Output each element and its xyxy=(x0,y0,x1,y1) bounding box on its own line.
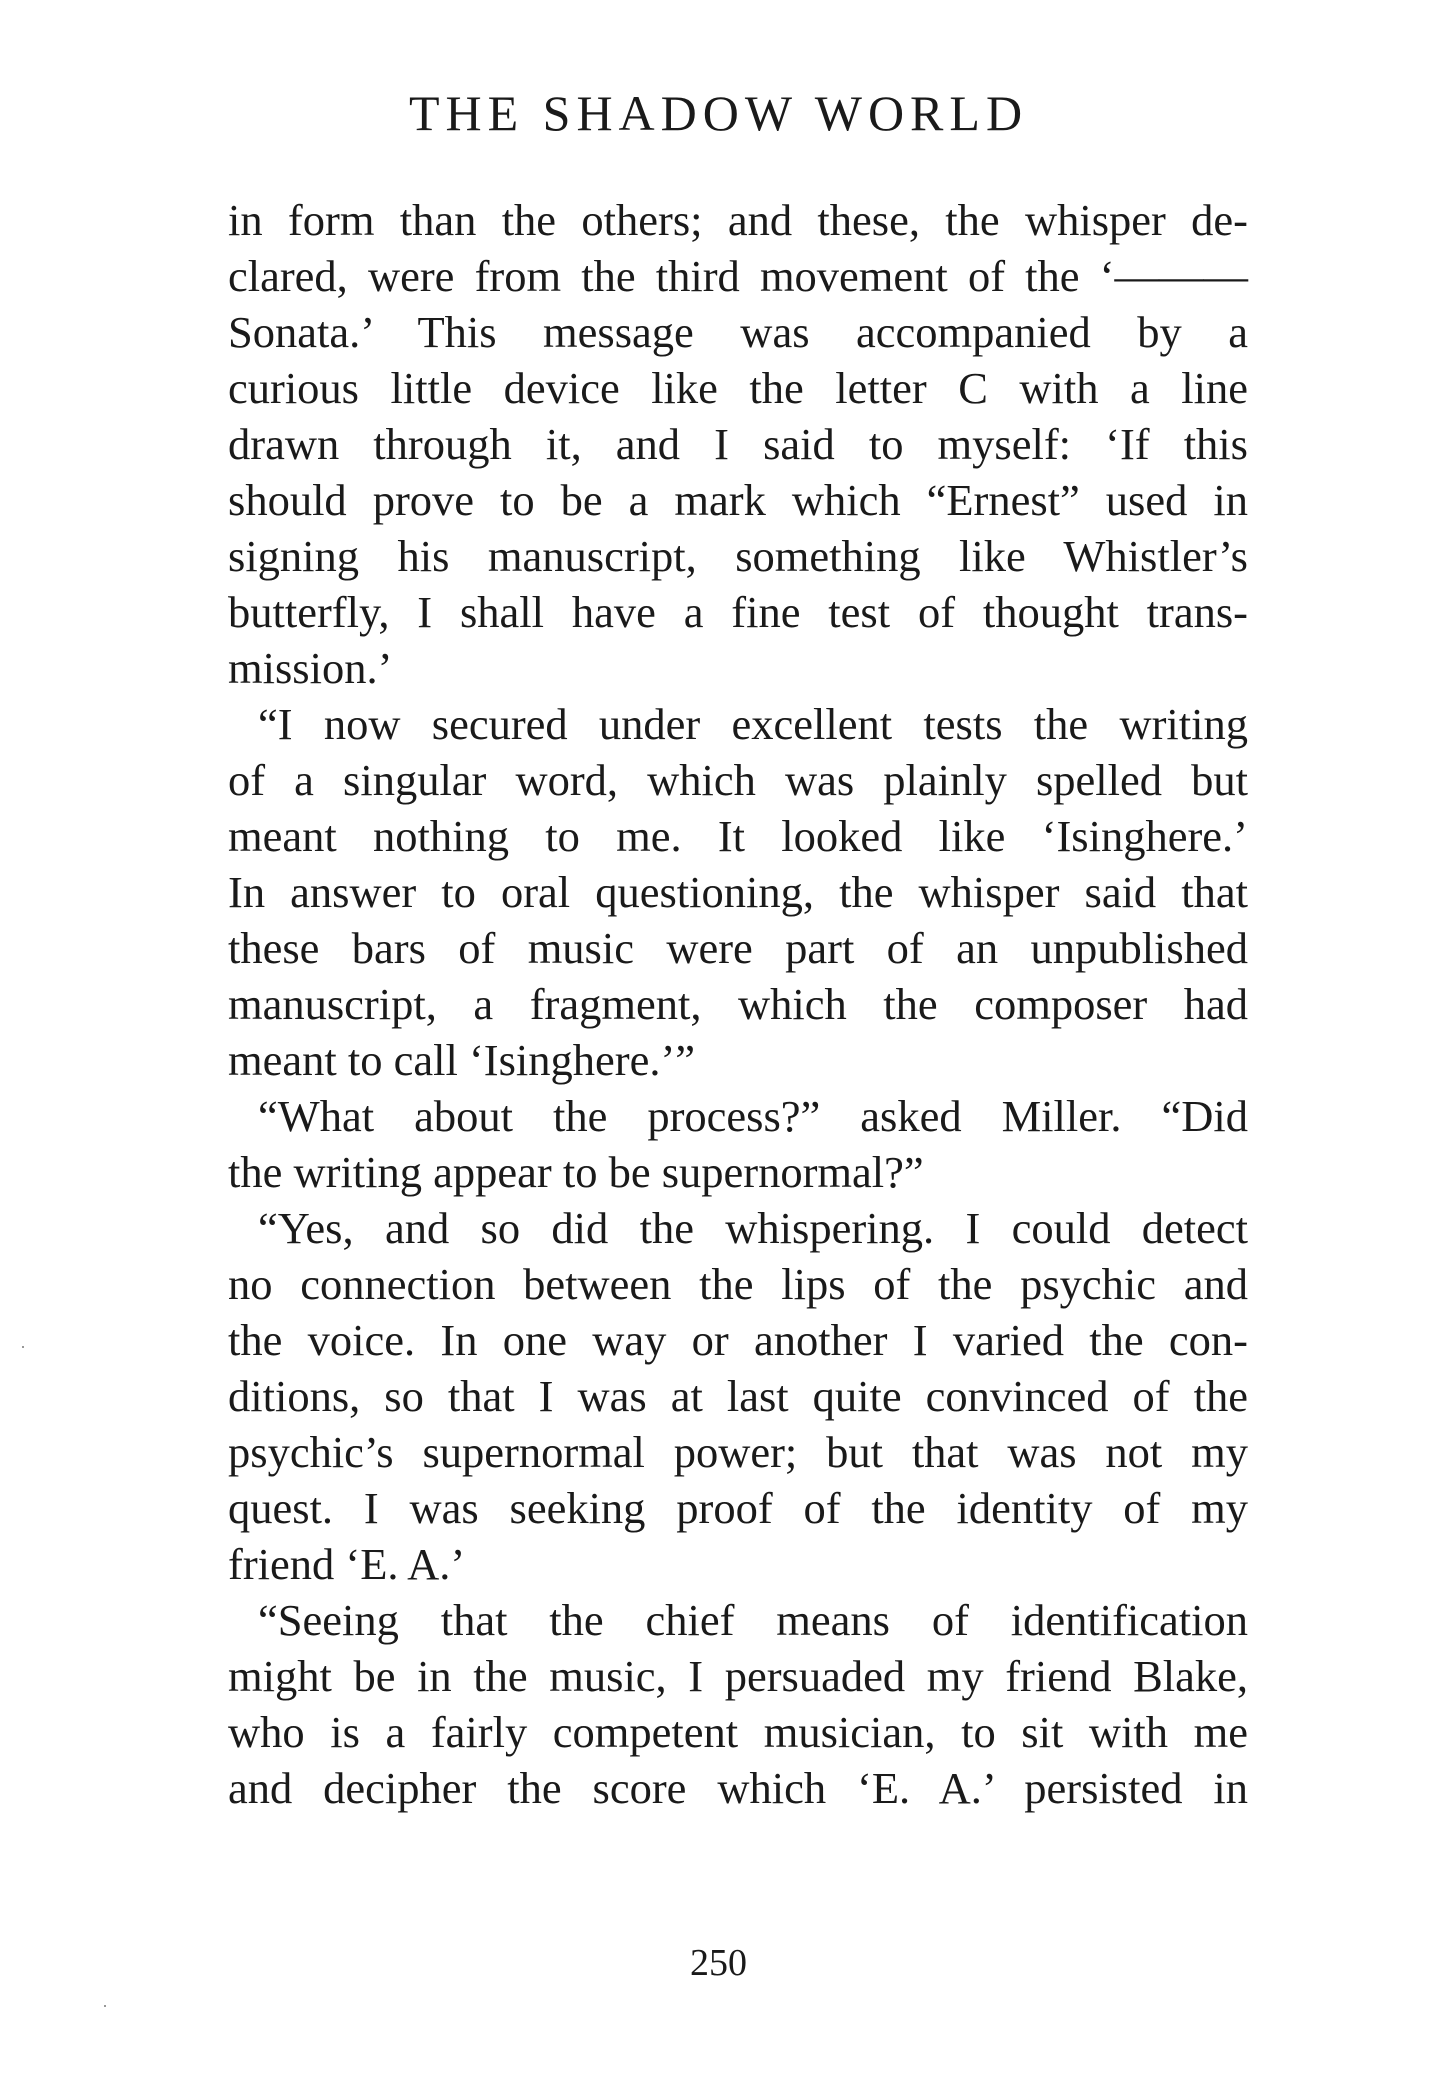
text-line: signing his manuscript, something like Whistler’s xyxy=(228,531,1248,581)
text-line: butterfly, I shall have a fine test of thought trans- xyxy=(228,587,1248,637)
text-line: drawn through it, and I said to myself: ‘If this xyxy=(228,419,1248,469)
text-line: manuscript, a fragment, which the composer had xyxy=(228,979,1248,1029)
text-line: friend ‘E. A.’ xyxy=(228,1539,466,1589)
paper-speck xyxy=(22,1346,24,1348)
text-line: might be in the music, I persuaded my friend Blake, xyxy=(228,1651,1248,1701)
text-line: psychic’s supernormal power; but that was not my xyxy=(228,1427,1248,1477)
text-line: “Seeing that the chief means of identification xyxy=(258,1595,1248,1645)
text-line: clared, were from the third movement of the ‘——— xyxy=(228,251,1248,301)
text-line: “I now secured under excellent tests the writing xyxy=(258,699,1248,749)
text-line: curious little device like the letter C with a line xyxy=(228,363,1248,413)
text-line: the voice. In one way or another I varied the con- xyxy=(228,1315,1248,1365)
text-line: “Yes, and so did the whispering. I could detect xyxy=(258,1203,1248,1253)
paper-speck xyxy=(104,2005,106,2007)
text-line: no connection between the lips of the psychic and xyxy=(228,1259,1248,1309)
text-line: mission.’ xyxy=(228,643,393,693)
running-head: THE SHADOW WORLD xyxy=(408,85,1029,141)
text-line: the writing appear to be supernormal?” xyxy=(228,1147,924,1197)
text-line: of a singular word, which was plainly spelled but xyxy=(228,755,1248,805)
text-line: ditions, so that I was at last quite convinced of the xyxy=(228,1371,1248,1421)
text-line: In answer to oral questioning, the whisper said that xyxy=(228,867,1248,917)
page-number: 250 xyxy=(690,1942,747,1984)
body-text xyxy=(228,192,1248,1816)
text-line: these bars of music were part of an unpublished xyxy=(228,923,1248,973)
text-line: meant nothing to me. It looked like ‘Isinghere.’ xyxy=(228,811,1248,861)
text-line: Sonata.’ This message was accompanied by a xyxy=(228,307,1248,357)
text-line: quest. I was seeking proof of the identity of my xyxy=(228,1483,1248,1533)
text-line: “What about the process?” asked Miller. “Did xyxy=(258,1091,1248,1141)
text-line: in form than the others; and these, the whisper de- xyxy=(228,195,1248,245)
text-line: who is a fairly competent musician, to sit with me xyxy=(228,1707,1248,1757)
text-line: should prove to be a mark which “Ernest” used in xyxy=(228,475,1248,525)
text-line: and decipher the score which ‘E. A.’ persisted in xyxy=(228,1763,1248,1813)
text-line: meant to call ‘Isinghere.’” xyxy=(228,1035,696,1085)
